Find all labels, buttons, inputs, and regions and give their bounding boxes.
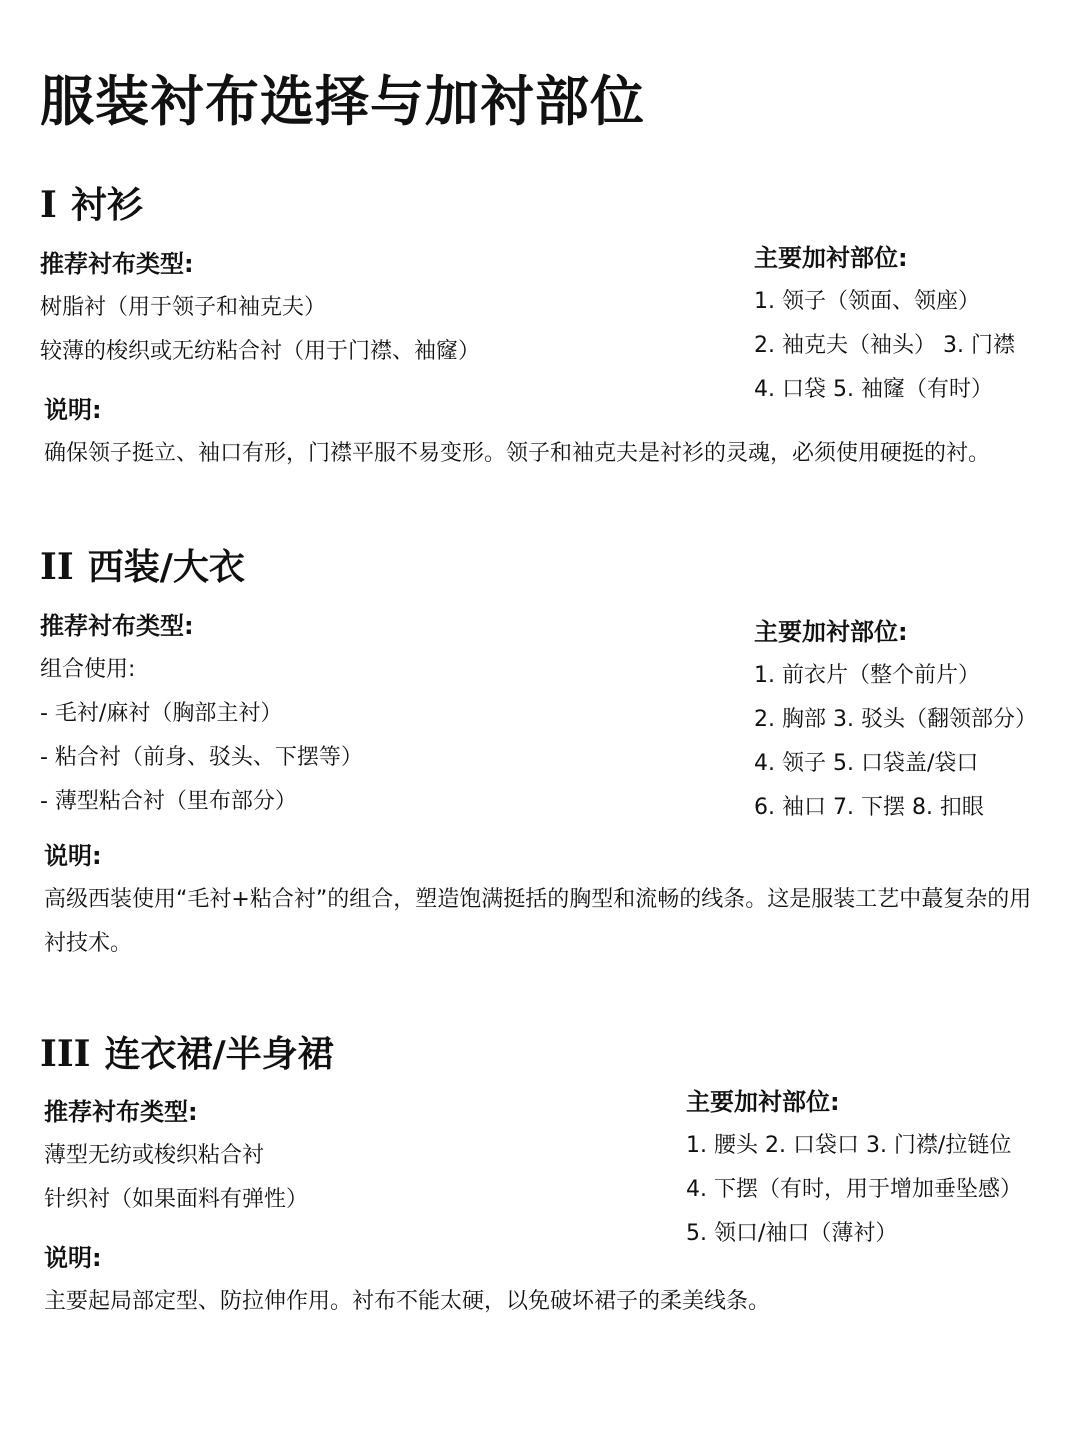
parts-item: 1. 腰头 2. 口袋口 3. 门襟/拉链位 xyxy=(686,1133,1012,1158)
recommended-label: 推荐衬布类型: xyxy=(44,1098,198,1126)
section-numeral: II xyxy=(40,546,74,588)
recommended-item: 较薄的梭织或无纺粘合衬（用于门襟、袖窿） xyxy=(40,339,481,364)
parts-item: 4. 口袋 5. 袖窿（有时） xyxy=(754,377,993,402)
recommended-item: 树脂衬（用于领子和袖克夫） xyxy=(40,295,327,320)
parts-item: 1. 领子（领面、领座） xyxy=(754,289,980,314)
recommended-item: 针织衬（如果面料有弹性） xyxy=(44,1187,309,1212)
recommended-item: - 粘合衬（前身、驳头、下摆等） xyxy=(40,745,363,770)
section-name: 衬衫 xyxy=(70,185,143,226)
recommended-item: - 薄型粘合衬（里布部分） xyxy=(40,789,297,814)
note-label: 说明: xyxy=(44,396,102,424)
note xyxy=(44,834,1044,966)
parts-label: 主要加衬部位: xyxy=(754,244,908,272)
recommended-interlining xyxy=(40,242,480,374)
parts-item: 2. 胸部 3. 驳头（翻领部分） xyxy=(754,707,1037,732)
parts-item: 1. 前衣片（整个前片） xyxy=(754,663,980,688)
note-text: 确保领子挺立、袖口有形，门襟平服不易变形。领子和袖克夫是衬衫的灵魂，必须使用硬挺的衬。 xyxy=(44,441,991,466)
page-title: 服装衬布选择与加衬部位 xyxy=(40,70,645,133)
section-heading xyxy=(40,180,143,231)
note-label: 说明: xyxy=(44,1244,102,1272)
recommended-item: 薄型无纺或梭织粘合衬 xyxy=(44,1143,265,1168)
note-text: 主要起局部定型、防拉伸作用。衬布不能太硬，以免破坏裙子的柔美线条。 xyxy=(44,1289,771,1314)
recommended-label: 推荐衬布类型: xyxy=(40,250,194,278)
section-numeral: I xyxy=(40,184,57,226)
parts-label: 主要加衬部位: xyxy=(686,1088,840,1116)
recommended-item: - 毛衬/麻衬（胸部主衬） xyxy=(40,701,283,726)
recommended-label: 推荐衬布类型: xyxy=(40,612,194,640)
section-name: 连衣裙/半身裙 xyxy=(104,1034,334,1075)
note-text: 高级西装使用“毛衬+粘合衬”的组合，塑造饱满挺括的胸型和流畅的线条。这是服装工艺中蕞复杂的用衬技术。 xyxy=(44,887,1032,956)
main-parts xyxy=(754,610,1037,830)
note-label: 说明: xyxy=(44,842,102,870)
parts-label: 主要加衬部位: xyxy=(754,618,908,646)
parts-item: 5. 领口/袖口（薄衬） xyxy=(686,1221,898,1246)
section-numeral: III xyxy=(40,1033,91,1075)
parts-item: 6. 袖口 7. 下摆 8. 扣眼 xyxy=(754,795,984,820)
parts-item: 4. 领子 5. 口袋盖/袋口 xyxy=(754,751,979,776)
main-parts xyxy=(754,236,1015,412)
parts-item: 4. 下摆（有时，用于增加垂坠感） xyxy=(686,1177,1022,1202)
section-heading xyxy=(40,542,245,593)
main-parts xyxy=(686,1080,1022,1256)
section-heading xyxy=(40,1029,334,1080)
note xyxy=(44,388,1044,476)
note xyxy=(44,1236,1044,1324)
parts-item: 2. 袖克夫（袖头） 3. 门襟 xyxy=(754,333,1015,358)
recommended-item: 组合使用: xyxy=(40,657,136,682)
section-name: 西装/大衣 xyxy=(87,547,245,588)
recommended-interlining xyxy=(40,604,363,824)
recommended-interlining xyxy=(44,1090,308,1222)
